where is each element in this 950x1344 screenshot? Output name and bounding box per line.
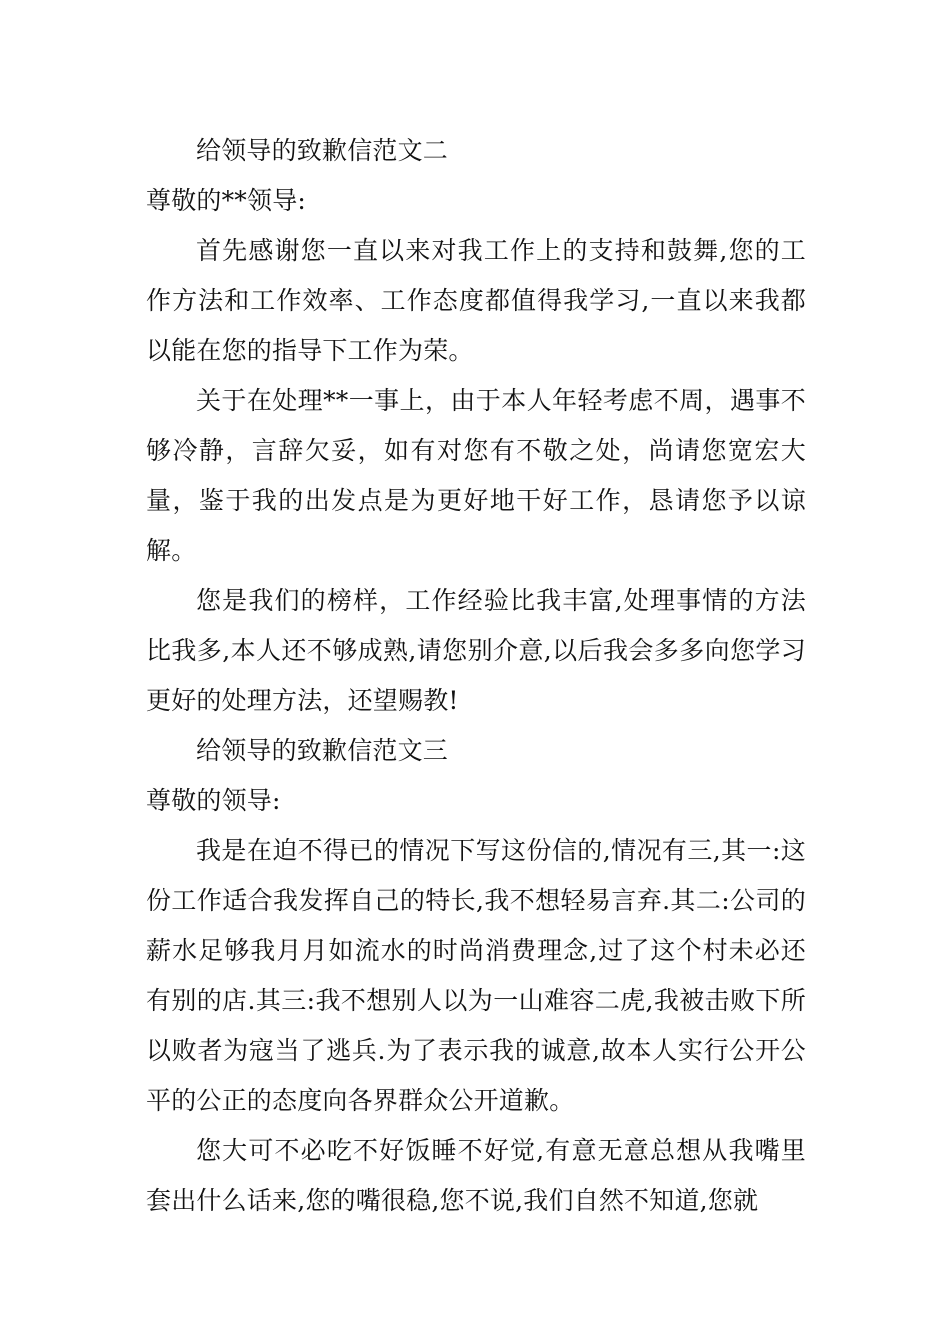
paragraph: 您是我们的榜样，工作经验比我丰富,处理事情的方法比我多,本人还不够成熟,请您别介意,以后我会多多向您学习更好的处理方法，还望赐教! (146, 586, 806, 715)
paragraph: 我是在迫不得已的情况下写这份信的,情况有三,其一:这份工作适合我发挥自己的特长,我不想轻易言弃.其二:公司的薪水足够我月月如流水的时尚消费理念,过了这个村未必还有别的店.其三:我不想别人以为一山难容二虎,我被击败下所以败者为寇当了逃兵.为了表示我的诚意,故本人实行公开公平的公正的态度向各界群众公开道歉。 (146, 836, 806, 1115)
paragraph: 首先感谢您一直以来对我工作上的支持和鼓舞,您的工作方法和工作效率、工作态度都值得我学习,一直以来我都以能在您的指导下工作为荣。 (146, 236, 806, 365)
salutation: 尊敬的领导: (146, 786, 281, 815)
paragraph: 您大可不必吃不好饭睡不好觉,有意无意总想从我嘴里套出什么话来,您的嘴很稳,您不说,我们自然不知道,您就 (146, 1136, 806, 1215)
document-body (146, 126, 806, 1226)
section-title: 给领导的致歉信范文三 (196, 736, 449, 765)
section-title: 给领导的致歉信范文二 (196, 136, 449, 165)
salutation: 尊敬的**领导: (146, 186, 307, 215)
paragraph: 关于在处理**一事上，由于本人年轻考虑不周，遇事不够冷静，言辞欠妥，如有对您有不敬之处，尚请您宽宏大量，鉴于我的出发点是为更好地干好工作，恳请您予以谅解。 (146, 386, 806, 565)
